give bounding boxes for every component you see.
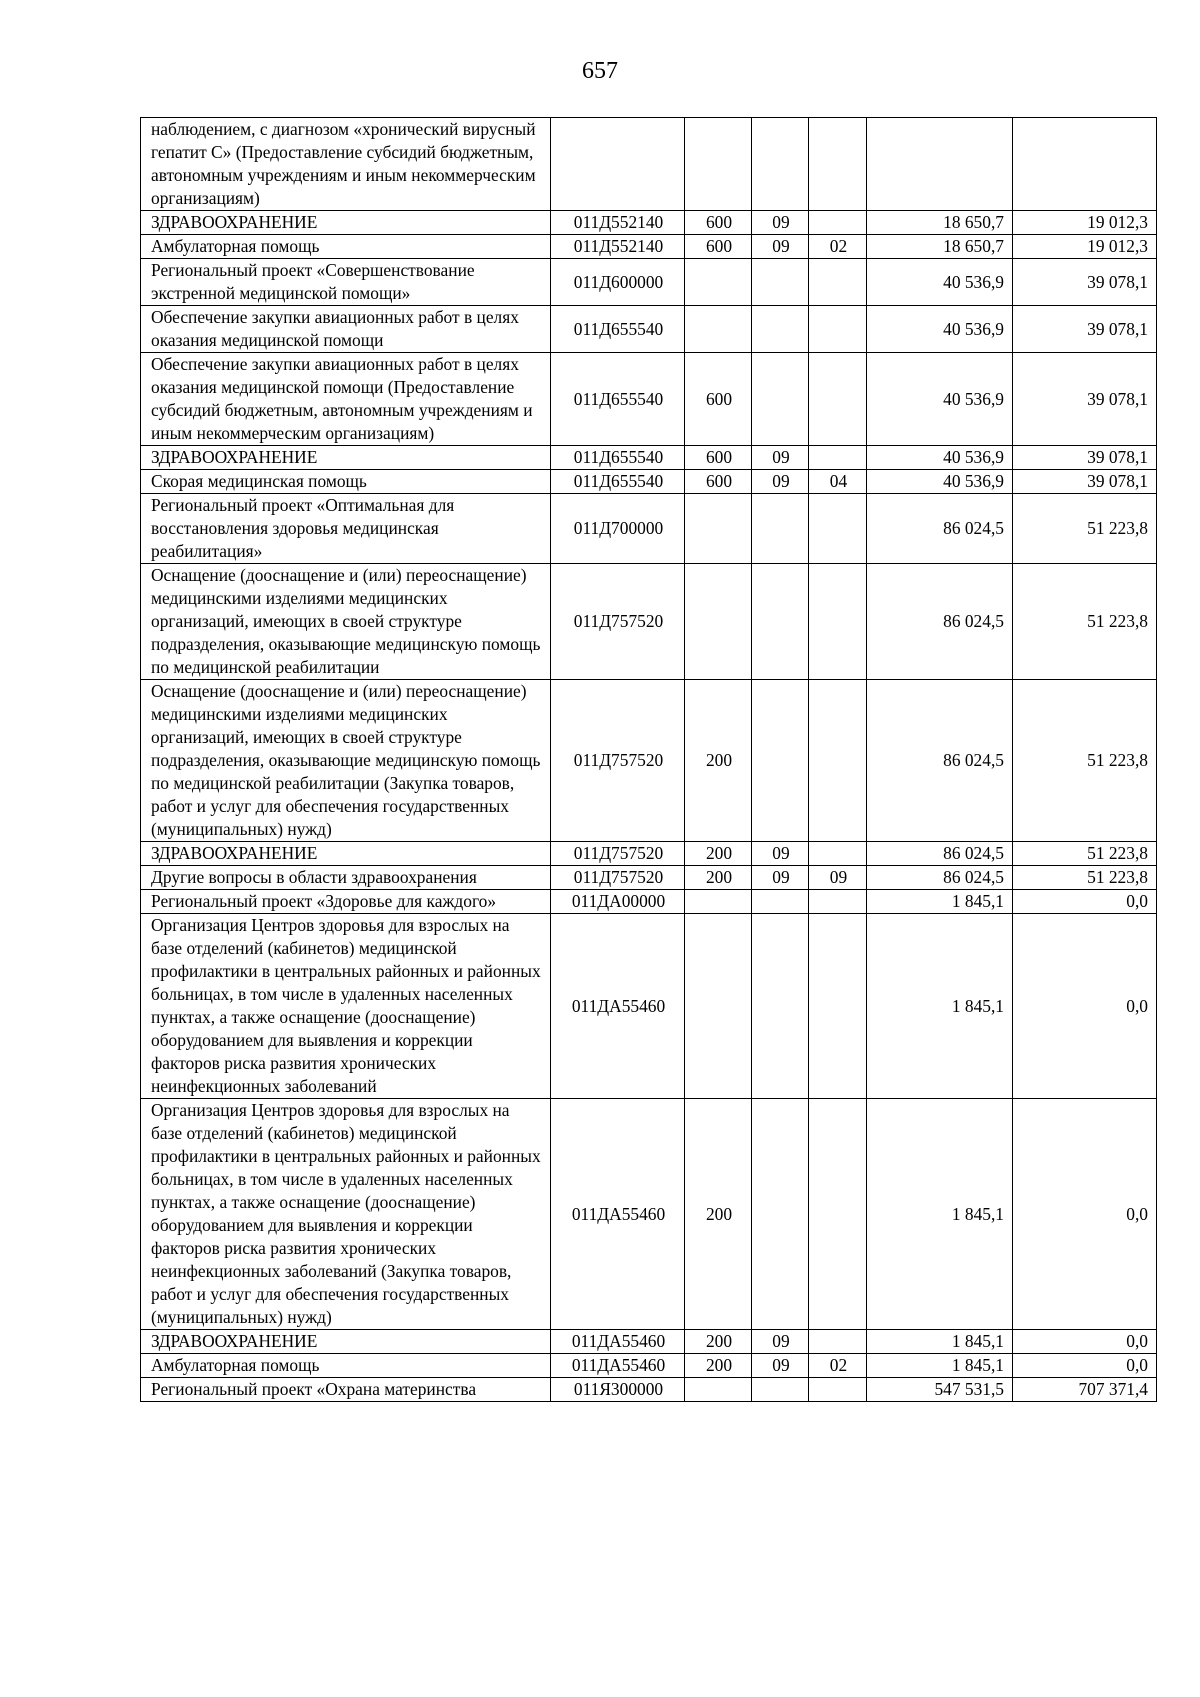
row-amount-year1: 18 650,7: [867, 235, 1013, 259]
row-amount-year2: 0,0: [1013, 890, 1157, 914]
row-section: [752, 1099, 809, 1330]
row-expense-type: [685, 1378, 752, 1402]
row-section: [752, 680, 809, 842]
row-amount-year1: 1 845,1: [867, 1354, 1013, 1378]
table-row: [141, 1099, 1157, 1330]
row-section: [752, 353, 809, 446]
row-section: 09: [752, 211, 809, 235]
row-subsection: [809, 680, 867, 842]
row-name: Другие вопросы в области здравоохранения: [141, 866, 551, 890]
row-name: Региональный проект «Совершенствование экстренной медицинской помощи»: [141, 259, 551, 306]
row-section: 09: [752, 470, 809, 494]
row-expense-type: [685, 259, 752, 306]
row-expense-type: [685, 890, 752, 914]
row-name: Амбулаторная помощь: [141, 235, 551, 259]
row-code: 011Д700000: [551, 494, 685, 564]
table-row: [141, 1330, 1157, 1354]
row-name: Оснащение (дооснащение и (или) переоснащение) медицинскими изделиями медицинских организаций, имеющих в своей структуре подразделения, оказывающие медицинскую помощь по медицинской реабилитации: [141, 564, 551, 680]
row-amount-year1: 40 536,9: [867, 353, 1013, 446]
table-row: [141, 259, 1157, 306]
row-expense-type: 600: [685, 235, 752, 259]
row-section: [752, 1378, 809, 1402]
row-expense-type: [685, 914, 752, 1099]
row-code: [551, 118, 685, 211]
row-amount-year2: 39 078,1: [1013, 306, 1157, 353]
row-section: 09: [752, 1354, 809, 1378]
row-section: [752, 494, 809, 564]
row-amount-year2: 0,0: [1013, 914, 1157, 1099]
row-section: 09: [752, 866, 809, 890]
row-section: [752, 890, 809, 914]
row-code: 011Д600000: [551, 259, 685, 306]
row-expense-type: 600: [685, 470, 752, 494]
row-amount-year1: 86 024,5: [867, 842, 1013, 866]
row-amount-year2: 51 223,8: [1013, 494, 1157, 564]
row-amount-year2: 19 012,3: [1013, 235, 1157, 259]
row-code: 011Д757520: [551, 842, 685, 866]
row-amount-year2: 39 078,1: [1013, 353, 1157, 446]
row-amount-year2: 51 223,8: [1013, 866, 1157, 890]
row-subsection: [809, 1099, 867, 1330]
table-row: [141, 1378, 1157, 1402]
row-amount-year2: 19 012,3: [1013, 211, 1157, 235]
row-expense-type: 200: [685, 866, 752, 890]
row-amount-year1: 86 024,5: [867, 564, 1013, 680]
row-section: 09: [752, 235, 809, 259]
row-code: 011Д552140: [551, 235, 685, 259]
row-expense-type: [685, 494, 752, 564]
row-subsection: [809, 890, 867, 914]
row-amount-year2: 39 078,1: [1013, 446, 1157, 470]
row-amount-year2: 707 371,4: [1013, 1378, 1157, 1402]
table-row: [141, 446, 1157, 470]
row-amount-year1: 1 845,1: [867, 1330, 1013, 1354]
table-row: [141, 118, 1157, 211]
row-amount-year2: 0,0: [1013, 1330, 1157, 1354]
row-subsection: [809, 306, 867, 353]
row-code: 011Д655540: [551, 470, 685, 494]
row-amount-year1: 40 536,9: [867, 470, 1013, 494]
row-expense-type: 200: [685, 1330, 752, 1354]
row-section: 09: [752, 446, 809, 470]
row-name: Региональный проект «Оптимальная для восстановления здоровья медицинская реабилитация»: [141, 494, 551, 564]
table-row: [141, 914, 1157, 1099]
row-code: 011ДА00000: [551, 890, 685, 914]
row-name: ЗДРАВООХРАНЕНИЕ: [141, 842, 551, 866]
row-subsection: [809, 494, 867, 564]
row-name: Организация Центров здоровья для взрослых на базе отделений (кабинетов) медицинской профилактики в центральных районных и районных больницах, в том числе в удаленных населенных пунктах, а также оснащение (дооснащение) оборудованием для выявления и коррекции факторов риска развития хронических неинфекционных заболеваний: [141, 914, 551, 1099]
row-expense-type: [685, 306, 752, 353]
row-amount-year2: 51 223,8: [1013, 680, 1157, 842]
row-name: Амбулаторная помощь: [141, 1354, 551, 1378]
row-subsection: [809, 353, 867, 446]
row-amount-year2: 51 223,8: [1013, 564, 1157, 680]
row-code: 011Д655540: [551, 306, 685, 353]
row-expense-type: 200: [685, 1099, 752, 1330]
row-amount-year2: 39 078,1: [1013, 470, 1157, 494]
row-subsection: [809, 842, 867, 866]
row-amount-year2: 39 078,1: [1013, 259, 1157, 306]
row-amount-year1: 86 024,5: [867, 866, 1013, 890]
row-amount-year2: 0,0: [1013, 1354, 1157, 1378]
row-amount-year1: 1 845,1: [867, 890, 1013, 914]
row-amount-year1: 547 531,5: [867, 1378, 1013, 1402]
row-amount-year1: 40 536,9: [867, 259, 1013, 306]
row-name: Скорая медицинская помощь: [141, 470, 551, 494]
row-expense-type: 600: [685, 211, 752, 235]
row-name: ЗДРАВООХРАНЕНИЕ: [141, 1330, 551, 1354]
row-subsection: [809, 914, 867, 1099]
table-row: [141, 890, 1157, 914]
row-code: 011ДА55460: [551, 1099, 685, 1330]
row-code: 011Д757520: [551, 564, 685, 680]
row-expense-type: 600: [685, 353, 752, 446]
row-code: 011ДА55460: [551, 914, 685, 1099]
row-amount-year1: 40 536,9: [867, 306, 1013, 353]
row-subsection: 09: [809, 866, 867, 890]
table-row: [141, 470, 1157, 494]
row-section: 09: [752, 1330, 809, 1354]
table-row: [141, 1354, 1157, 1378]
row-code: 011ДА55460: [551, 1354, 685, 1378]
row-code: 011Д552140: [551, 211, 685, 235]
row-name: Оснащение (дооснащение и (или) переоснащение) медицинскими изделиями медицинских организаций, имеющих в своей структуре подразделения, оказывающие медицинскую помощь по медицинской реабилитации (Закупка товаров, работ и услуг для обеспечения государственных (муниципальных) нужд): [141, 680, 551, 842]
row-name: наблюдением, с диагнозом «хронический вирусный гепатит С» (Предоставление субсидий бюджетным, автономным учреждениям и иным некоммерческим организациям): [141, 118, 551, 211]
row-code: 011Д655540: [551, 353, 685, 446]
row-subsection: [809, 1330, 867, 1354]
row-subsection: 02: [809, 1354, 867, 1378]
row-name: Обеспечение закупки авиационных работ в целях оказания медицинской помощи: [141, 306, 551, 353]
row-subsection: [809, 564, 867, 680]
row-section: [752, 306, 809, 353]
row-subsection: [809, 1378, 867, 1402]
row-subsection: 02: [809, 235, 867, 259]
row-subsection: [809, 211, 867, 235]
row-expense-type: 200: [685, 842, 752, 866]
row-name: Организация Центров здоровья для взрослых на базе отделений (кабинетов) медицинской профилактики в центральных районных и районных больницах, в том числе в удаленных населенных пунктах, а также оснащение (дооснащение) оборудованием для выявления и коррекции факторов риска развития хронических неинфекционных заболеваний (Закупка товаров, работ и услуг для обеспечения государственных (муниципальных) нужд): [141, 1099, 551, 1330]
table-row: [141, 680, 1157, 842]
row-amount-year2: 0,0: [1013, 1099, 1157, 1330]
table-row: [141, 235, 1157, 259]
row-amount-year1: 40 536,9: [867, 446, 1013, 470]
row-name: ЗДРАВООХРАНЕНИЕ: [141, 446, 551, 470]
row-section: 09: [752, 842, 809, 866]
table-row: [141, 564, 1157, 680]
row-section: [752, 118, 809, 211]
row-amount-year1: 1 845,1: [867, 1099, 1013, 1330]
row-amount-year1: 86 024,5: [867, 494, 1013, 564]
row-expense-type: 600: [685, 446, 752, 470]
row-amount-year2: 51 223,8: [1013, 842, 1157, 866]
row-name: Региональный проект «Здоровье для каждого»: [141, 890, 551, 914]
table-row: [141, 306, 1157, 353]
row-section: [752, 564, 809, 680]
budget-table: [140, 117, 1157, 1402]
row-code: 011ДА55460: [551, 1330, 685, 1354]
row-expense-type: [685, 564, 752, 680]
table-row: [141, 211, 1157, 235]
row-name: ЗДРАВООХРАНЕНИЕ: [141, 211, 551, 235]
row-name: Обеспечение закупки авиационных работ в целях оказания медицинской помощи (Предоставление субсидий бюджетным, автономным учреждениям и иным некоммерческим организациям): [141, 353, 551, 446]
row-subsection: [809, 118, 867, 211]
row-amount-year1: 18 650,7: [867, 211, 1013, 235]
row-amount-year1: 86 024,5: [867, 680, 1013, 842]
row-expense-type: 200: [685, 1354, 752, 1378]
table-row: [141, 494, 1157, 564]
row-expense-type: [685, 118, 752, 211]
row-name: Региональный проект «Охрана материнства: [141, 1378, 551, 1402]
row-amount-year1: [867, 118, 1013, 211]
table-row: [141, 353, 1157, 446]
row-code: 011Д655540: [551, 446, 685, 470]
row-subsection: [809, 446, 867, 470]
row-section: [752, 259, 809, 306]
row-amount-year2: [1013, 118, 1157, 211]
page-number: 657: [582, 58, 618, 84]
row-section: [752, 914, 809, 1099]
row-subsection: 04: [809, 470, 867, 494]
table-row: [141, 866, 1157, 890]
row-code: 011Д757520: [551, 866, 685, 890]
row-amount-year1: 1 845,1: [867, 914, 1013, 1099]
table-row: [141, 842, 1157, 866]
row-code: 011Я300000: [551, 1378, 685, 1402]
row-code: 011Д757520: [551, 680, 685, 842]
row-subsection: [809, 259, 867, 306]
row-expense-type: 200: [685, 680, 752, 842]
